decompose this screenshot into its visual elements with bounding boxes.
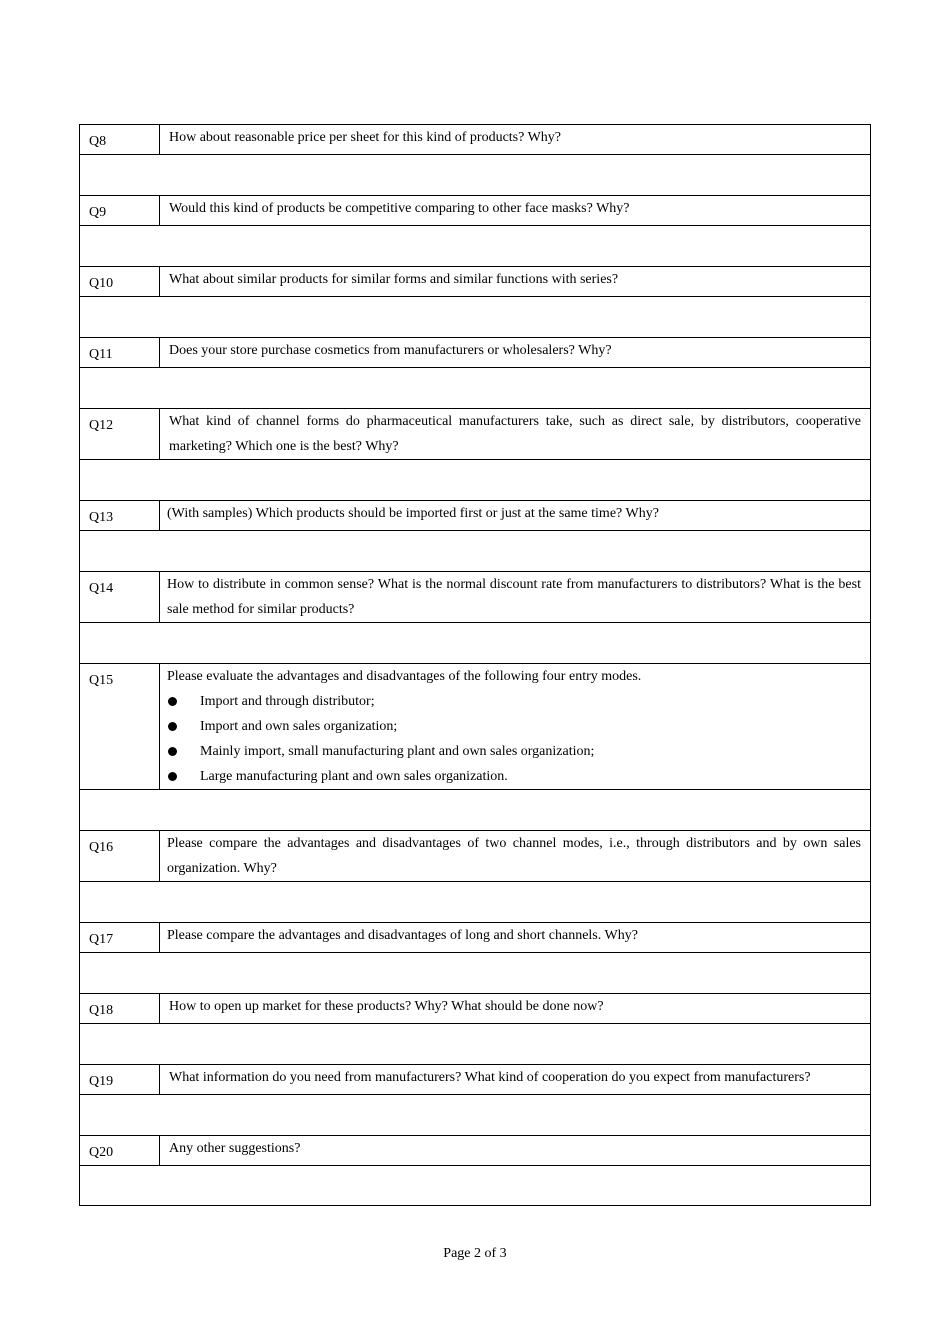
question-text-line: How to open up market for these products? Why? What should be done now? xyxy=(169,999,604,1014)
question-row xyxy=(79,337,871,367)
question-text xyxy=(160,501,870,530)
question-number: Q12 xyxy=(80,409,160,459)
question-text xyxy=(160,267,870,296)
question-row xyxy=(79,500,871,530)
answer-field[interactable] xyxy=(79,1023,871,1064)
answer-field[interactable] xyxy=(79,881,871,922)
question-number: Q11 xyxy=(80,338,160,367)
question-text xyxy=(160,994,870,1023)
question-text xyxy=(160,831,870,881)
question-row xyxy=(79,408,871,459)
question-text xyxy=(160,338,870,367)
answer-field[interactable] xyxy=(79,952,871,993)
list-item xyxy=(167,739,861,764)
question-number: Q13 xyxy=(80,501,160,530)
question-row xyxy=(79,195,871,225)
question-text-line: (With samples) Which products should be imported first or just at the same time? Why? xyxy=(167,506,659,521)
list-item-text: Import and through distributor; xyxy=(200,694,375,709)
question-text xyxy=(160,572,870,622)
answer-field[interactable] xyxy=(79,1165,871,1206)
question-text-line: Does your store purchase cosmetics from manufacturers or wholesalers? Why? xyxy=(169,343,612,358)
question-number: Q15 xyxy=(80,664,160,789)
answer-field[interactable] xyxy=(79,622,871,663)
question-number: Q17 xyxy=(80,923,160,952)
question-text-line: How about reasonable price per sheet for this kind of products? Why? xyxy=(169,130,562,145)
question-text xyxy=(160,923,870,952)
question-text xyxy=(160,196,870,225)
question-row xyxy=(79,1064,871,1094)
answer-field[interactable] xyxy=(79,459,871,500)
question-row xyxy=(79,1135,871,1165)
question-row xyxy=(79,124,871,154)
question-row xyxy=(79,830,871,881)
question-row xyxy=(79,663,871,789)
list-item xyxy=(167,764,861,789)
question-text-line: Would this kind of products be competitive comparing to other face masks? Why? xyxy=(169,201,630,216)
question-number: Q10 xyxy=(80,267,160,296)
bullet-icon xyxy=(168,722,177,731)
question-row xyxy=(79,571,871,622)
question-text xyxy=(160,1136,870,1165)
entry-modes-list xyxy=(167,689,861,789)
questionnaire-table xyxy=(79,124,871,1206)
question-row xyxy=(79,922,871,952)
bullet-icon xyxy=(168,697,177,706)
answer-field[interactable] xyxy=(79,296,871,337)
answer-field[interactable] xyxy=(79,530,871,571)
question-text-line: Please evaluate the advantages and disadvantages of the following four entry modes. xyxy=(167,669,642,684)
question-text xyxy=(160,125,870,154)
list-item-text: Mainly import, small manufacturing plant and own sales organization; xyxy=(200,744,595,759)
answer-field[interactable] xyxy=(79,367,871,408)
question-text-line: Please compare the advantages and disadvantages of long and short channels. Why? xyxy=(167,928,638,943)
answer-field[interactable] xyxy=(79,225,871,266)
question-text-line: What information do you need from manufacturers? What kind of cooperation do you expect from manufacturers? xyxy=(169,1070,811,1085)
question-number: Q18 xyxy=(80,994,160,1023)
page-number: Page 2 of 3 xyxy=(443,1246,507,1261)
question-text-line: Please compare the advantages and disadvantages of two channel modes, i.e., through distributors and by own sales organization. Why? xyxy=(167,836,861,876)
question-number: Q19 xyxy=(80,1065,160,1094)
question-text-line: Any other suggestions? xyxy=(169,1141,301,1156)
question-text xyxy=(160,409,870,459)
question-text xyxy=(160,664,870,789)
question-number: Q20 xyxy=(80,1136,160,1165)
question-number: Q16 xyxy=(80,831,160,881)
question-number: Q8 xyxy=(80,125,160,154)
list-item-text: Import and own sales organization; xyxy=(200,719,398,734)
answer-field[interactable] xyxy=(79,154,871,195)
question-text xyxy=(160,1065,870,1094)
bullet-icon xyxy=(168,772,177,781)
answer-field[interactable] xyxy=(79,1094,871,1135)
list-item xyxy=(167,714,861,739)
list-item-text: Large manufacturing plant and own sales organization. xyxy=(200,769,508,784)
question-row xyxy=(79,993,871,1023)
list-item xyxy=(167,689,861,714)
question-text-line: How to distribute in common sense? What is the normal discount rate from manufacturers to distributors? What is the best sale method for similar products? xyxy=(167,577,861,617)
question-text-line: What kind of channel forms do pharmaceutical manufacturers take, such as direct sale, by distributors, cooperative marketing? Which one is the best? Why? xyxy=(169,414,861,454)
question-row xyxy=(79,266,871,296)
question-number: Q9 xyxy=(80,196,160,225)
question-text-line: What about similar products for similar forms and similar functions with series? xyxy=(169,272,619,287)
question-number: Q14 xyxy=(80,572,160,622)
bullet-icon xyxy=(168,747,177,756)
answer-field[interactable] xyxy=(79,789,871,830)
